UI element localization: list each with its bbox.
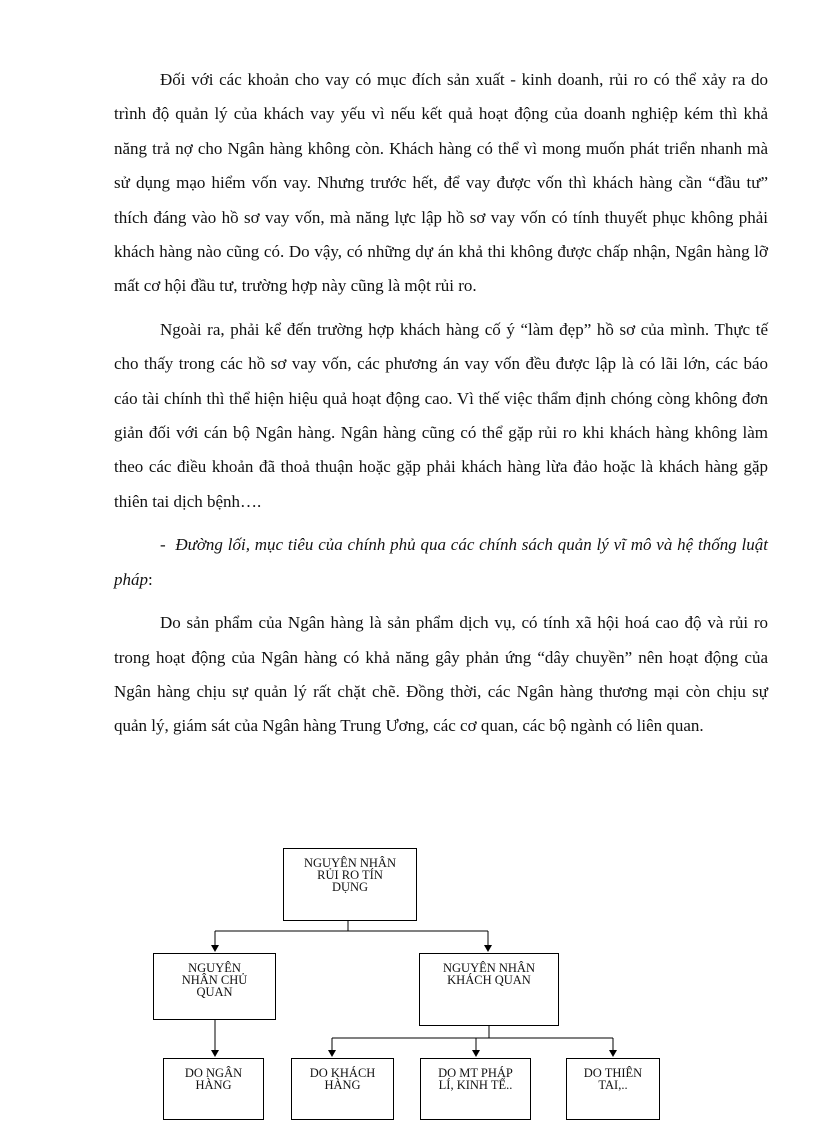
- box-line: DO NGÂN: [184, 1066, 243, 1080]
- box-line: DO MT PHÁP: [438, 1066, 513, 1080]
- box-line: TAI,..: [598, 1078, 628, 1092]
- paragraph-business-loans: Đối với các khoản cho vay có mục đích sản xuất - kinh doanh, rủi ro có thể xảy ra do trình độ quản lý của khách vay yếu vì nếu kết quả hoạt động của doanh nghiệp kém thì khả năng trả nợ cho Ngân hàng không còn. Khách hàng có thể vì mong muốn phát triển nhanh mà sử dụng mạo hiểm vốn vay. Nhưng trước hết, để vay được vốn thì khách hàng cần “đầu tư” thích đáng vào hồ sơ vay vốn, mà năng lực lập hồ sơ vay vốn có tính thuyết phục không phải khách hàng nào cũng có. Do vậy, có những dự án khả thi không được chấp nhận, Ngân hàng lỡ mất cơ hội đầu tư, trường hợp này cũng là một rủi ro.: [114, 70, 768, 296]
- box-line: NGUYÊN: [188, 961, 241, 975]
- box-line: LÍ, KINH TẾ..: [438, 1078, 513, 1092]
- box-subjective-causes: [153, 953, 276, 1020]
- box-due-to-customer: [291, 1058, 394, 1120]
- box-due-to-legal-economic-env: [420, 1058, 531, 1120]
- bullet-colon: :: [148, 569, 153, 589]
- box-line: DỤNG: [331, 880, 369, 894]
- box-credit-risk-causes: [283, 848, 417, 921]
- bullet-dash: -: [160, 535, 166, 555]
- arrowhead-subjective: [211, 945, 219, 952]
- box-line: HÀNG: [195, 1078, 232, 1092]
- arrowhead-env: [472, 1050, 480, 1057]
- box-line: DO THIÊN: [583, 1066, 643, 1080]
- box-line: HÀNG: [324, 1078, 361, 1092]
- arrowhead-bank: [211, 1050, 219, 1057]
- box-line: NGUYÊN NHÂN: [303, 856, 396, 870]
- box-line: NHÂN CHỦ: [181, 973, 248, 987]
- box-line: NGUYÊN NHÂN: [442, 961, 535, 975]
- arrowhead-objective: [484, 945, 492, 952]
- paragraph-beautified-dossier: Ngoài ra, phải kể đến trường hợp khách hàng cố ý “làm đẹp” hồ sơ của mình. Thực tế cho thấy trong các hồ sơ vay vốn, các phương án vay vốn đều được lập là có lãi lớn, các báo cáo tài chính thì thể hiện hiệu quả hoạt động cao. Vì thế việc thẩm định chóng còng không đơn giản đối với cán bộ Ngân hàng. Ngân hàng cũng có thể gặp rủi ro khi khách hàng không làm theo các điều khoản đã thoả thuận hoặc gặp phải khách hàng lừa đảo hoặc là khách hàng gặp thiên tai dịch bệnh….: [114, 319, 768, 511]
- arrowhead-customer: [328, 1050, 336, 1057]
- box-line: DO KHÁCH: [309, 1066, 376, 1080]
- box-line: RỦI RO TÍN: [317, 868, 383, 882]
- box-line: QUAN: [196, 985, 233, 999]
- bullet-italic-heading: Đường lối, mục tiêu của chính phủ qua các chính sách quản lý vĩ mô và hệ thống luật pháp: [114, 535, 769, 589]
- box-due-to-natural-disaster: [566, 1058, 660, 1120]
- arrowhead-disaster: [609, 1050, 617, 1057]
- paragraph-bank-products: Do sản phẩm của Ngân hàng là sản phẩm dịch vụ, có tính xã hội hoá cao độ và rủi ro trong hoạt động của Ngân hàng có khả năng gây phản ứng “dây chuyền” nên hoạt động của Ngân hàng chịu sự quản lý rất chặt chẽ. Đồng thời, các Ngân hàng thương mại còn chịu sự quản lý, giám sát của Ngân hàng Trung Ương, các cơ quan, các bộ ngành có liên quan.: [114, 613, 768, 736]
- box-due-to-bank: [163, 1058, 264, 1120]
- box-line: KHÁCH QUAN: [447, 973, 531, 987]
- box-objective-causes: [419, 953, 559, 1026]
